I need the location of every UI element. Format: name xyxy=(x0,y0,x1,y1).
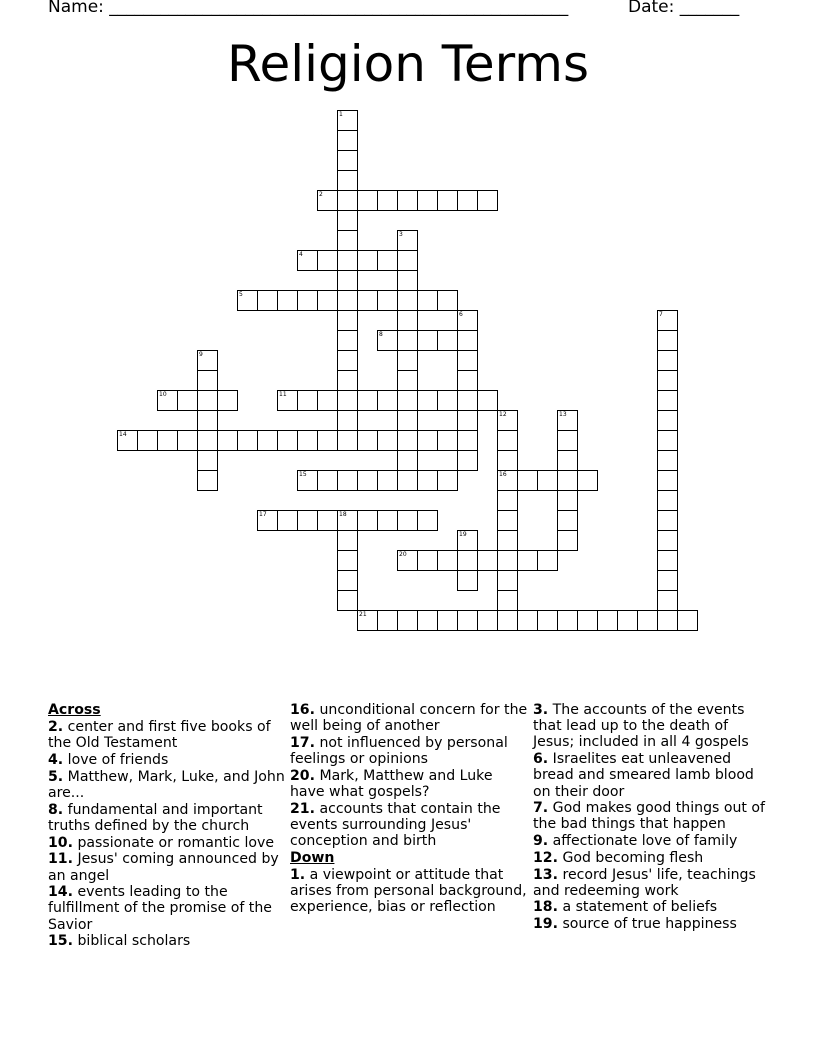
grid-cell[interactable] xyxy=(657,330,678,351)
clue-number-label: 14 xyxy=(119,431,127,438)
grid-cell[interactable] xyxy=(397,230,418,251)
grid-cell[interactable] xyxy=(377,430,398,451)
grid-cell[interactable] xyxy=(497,610,518,631)
clue-number: 21. xyxy=(290,800,315,817)
grid-cell[interactable] xyxy=(437,330,458,351)
clue-text: unconditional concern for the well being of another xyxy=(290,702,528,735)
grid-cell[interactable] xyxy=(497,590,518,611)
grid-cell[interactable] xyxy=(137,430,158,451)
clue-number-label: 6 xyxy=(459,311,463,318)
down-clue xyxy=(533,702,773,751)
grid-cell[interactable] xyxy=(337,230,358,251)
grid-cell[interactable] xyxy=(657,470,678,491)
grid-cell[interactable] xyxy=(457,370,478,391)
clue-number-label: 13 xyxy=(559,411,567,418)
down-clue xyxy=(533,833,773,849)
grid-cell[interactable] xyxy=(277,390,298,411)
grid-cell[interactable] xyxy=(657,530,678,551)
across-clue xyxy=(48,835,288,851)
grid-cell[interactable] xyxy=(177,390,198,411)
across-heading: Across xyxy=(48,702,101,718)
grid-cell[interactable] xyxy=(317,430,338,451)
across-clue xyxy=(48,719,288,751)
grid-cell[interactable] xyxy=(417,390,438,411)
grid-cell[interactable] xyxy=(297,390,318,411)
grid-cell[interactable] xyxy=(317,390,338,411)
grid-cell[interactable] xyxy=(457,390,478,411)
clue-number: 1. xyxy=(290,867,306,884)
across-clue xyxy=(290,801,530,850)
grid-cell[interactable] xyxy=(357,250,378,271)
grid-cell[interactable] xyxy=(197,470,218,491)
grid-cell[interactable] xyxy=(657,350,678,371)
grid-cell[interactable] xyxy=(357,390,378,411)
across-clue xyxy=(290,735,530,767)
grid-cell[interactable] xyxy=(277,290,298,311)
down-clue xyxy=(533,867,773,899)
grid-cell[interactable] xyxy=(417,430,438,451)
grid-cell[interactable] xyxy=(397,330,418,351)
grid-cell[interactable] xyxy=(337,330,358,351)
grid-cell[interactable] xyxy=(377,290,398,311)
grid-cell[interactable] xyxy=(197,410,218,431)
clue-number-label: 11 xyxy=(279,391,287,398)
grid-cell[interactable] xyxy=(197,450,218,471)
clue-number: 11. xyxy=(48,851,73,868)
grid-cell[interactable] xyxy=(337,410,358,431)
clue-number: 13. xyxy=(533,866,558,883)
grid-cell[interactable] xyxy=(497,570,518,591)
grid-cell[interactable] xyxy=(397,550,418,571)
clue-text: accounts that contain the events surrounding Jesus' conception and birth xyxy=(290,800,501,850)
grid-cell[interactable] xyxy=(457,530,478,551)
down-clue xyxy=(533,916,773,932)
clue-text: a viewpoint or attitude that arises from personal background, experience, bias or reflection xyxy=(290,867,527,916)
grid-cell[interactable] xyxy=(397,450,418,471)
grid-cell[interactable] xyxy=(397,370,418,391)
clue-text: center and first five books of the Old Testament xyxy=(48,719,271,752)
clue-text: The accounts of the events that lead up to the death of Jesus; included in all 4 gospels xyxy=(533,702,749,751)
grid-cell[interactable] xyxy=(477,610,498,631)
clue-number-label: 3 xyxy=(399,231,403,238)
grid-cell[interactable] xyxy=(657,590,678,611)
down-clue xyxy=(533,751,773,800)
grid-cell[interactable] xyxy=(337,370,358,391)
across-clue xyxy=(290,702,530,734)
grid-cell[interactable] xyxy=(257,430,278,451)
grid-cell[interactable] xyxy=(337,130,358,151)
grid-cell[interactable] xyxy=(337,590,358,611)
grid-cell[interactable] xyxy=(437,390,458,411)
grid-cell[interactable] xyxy=(417,610,438,631)
clue-number-label: 15 xyxy=(299,471,307,478)
grid-cell[interactable] xyxy=(437,470,458,491)
grid-cell[interactable] xyxy=(357,190,378,211)
grid-cell[interactable] xyxy=(657,450,678,471)
grid-cell[interactable] xyxy=(537,470,558,491)
clue-text: fundamental and important truths defined by the church xyxy=(48,801,263,834)
clue-column-1 xyxy=(48,702,288,950)
grid-cell[interactable] xyxy=(337,530,358,551)
grid-cell[interactable] xyxy=(277,430,298,451)
grid-cell[interactable] xyxy=(337,270,358,291)
grid-cell[interactable] xyxy=(657,430,678,451)
grid-cell[interactable] xyxy=(377,510,398,531)
clue-text: passionate or romantic love xyxy=(77,834,275,851)
grid-cell[interactable] xyxy=(457,430,478,451)
grid-cell[interactable] xyxy=(357,290,378,311)
grid-cell[interactable] xyxy=(357,610,378,631)
grid-cell[interactable] xyxy=(437,290,458,311)
grid-cell[interactable] xyxy=(437,550,458,571)
grid-cell[interactable] xyxy=(217,430,238,451)
grid-cell[interactable] xyxy=(457,570,478,591)
clue-number-label: 18 xyxy=(339,511,347,518)
clue-number: 6. xyxy=(533,751,549,768)
page-title: Religion Terms xyxy=(226,35,590,93)
clue-number-label: 5 xyxy=(239,291,243,298)
grid-cell[interactable] xyxy=(557,470,578,491)
grid-cell[interactable] xyxy=(197,390,218,411)
grid-cell[interactable] xyxy=(177,430,198,451)
grid-cell[interactable] xyxy=(657,370,678,391)
grid-cell[interactable] xyxy=(337,510,358,531)
grid-cell[interactable] xyxy=(337,290,358,311)
grid-cell[interactable] xyxy=(457,190,478,211)
grid-cell[interactable] xyxy=(497,450,518,471)
grid-cell[interactable] xyxy=(397,390,418,411)
grid-cell[interactable] xyxy=(657,570,678,591)
date-field-label[interactable]: Date: _______ xyxy=(628,0,740,17)
clue-number-label: 9 xyxy=(199,351,203,358)
grid-cell[interactable] xyxy=(337,210,358,231)
grid-cell[interactable] xyxy=(437,190,458,211)
grid-cell[interactable] xyxy=(477,550,498,571)
grid-cell[interactable] xyxy=(477,390,498,411)
clue-text: events leading to the fulfillment of the promise of the Savior xyxy=(48,884,272,933)
grid-cell[interactable] xyxy=(297,430,318,451)
across-clue xyxy=(48,802,288,834)
clue-text: God becoming flesh xyxy=(562,849,704,866)
grid-cell[interactable] xyxy=(337,390,358,411)
grid-cell[interactable] xyxy=(657,490,678,511)
down-clue xyxy=(533,899,773,915)
clue-number: 16. xyxy=(290,702,315,718)
grid-cell[interactable] xyxy=(337,350,358,371)
clue-number: 14. xyxy=(48,884,73,901)
clue-number: 18. xyxy=(533,899,558,916)
clue-number: 3. xyxy=(533,702,549,718)
grid-cell[interactable] xyxy=(657,410,678,431)
grid-cell[interactable] xyxy=(597,610,618,631)
grid-cell[interactable] xyxy=(377,470,398,491)
grid-cell[interactable] xyxy=(357,430,378,451)
clue-number: 19. xyxy=(533,916,558,933)
across-clue xyxy=(48,752,288,768)
grid-cell[interactable] xyxy=(397,190,418,211)
across-clue xyxy=(48,851,288,883)
grid-cell[interactable] xyxy=(517,470,538,491)
grid-cell[interactable] xyxy=(677,610,698,631)
grid-cell[interactable] xyxy=(417,190,438,211)
grid-cell[interactable] xyxy=(297,470,318,491)
clue-number-label: 1 xyxy=(339,111,343,118)
clue-number-label: 8 xyxy=(379,331,383,338)
grid-cell[interactable] xyxy=(217,390,238,411)
grid-cell[interactable] xyxy=(377,390,398,411)
clue-number: 5. xyxy=(48,768,64,785)
grid-cell[interactable] xyxy=(557,530,578,551)
grid-cell[interactable] xyxy=(257,290,278,311)
grid-cell[interactable] xyxy=(517,550,538,571)
grid-cell[interactable] xyxy=(377,610,398,631)
grid-cell[interactable] xyxy=(417,550,438,571)
grid-cell[interactable] xyxy=(557,610,578,631)
grid-cell[interactable] xyxy=(657,510,678,531)
grid-cell[interactable] xyxy=(357,510,378,531)
clue-text: affectionate love of family xyxy=(552,833,738,850)
clue-text: not influenced by personal feelings or opinions xyxy=(290,734,508,768)
grid-cell[interactable] xyxy=(497,470,518,491)
grid-cell[interactable] xyxy=(457,330,478,351)
clue-text: Mark, Matthew and Luke have what gospels? xyxy=(290,767,493,801)
grid-cell[interactable] xyxy=(617,610,638,631)
clue-number: 7. xyxy=(533,800,549,817)
clue-number-label: 16 xyxy=(499,471,507,478)
across-clue xyxy=(48,769,288,801)
clue-number-label: 20 xyxy=(399,551,407,558)
grid-cell[interactable] xyxy=(657,610,678,631)
grid-cell[interactable] xyxy=(317,250,338,271)
grid-cell[interactable] xyxy=(317,290,338,311)
grid-cell[interactable] xyxy=(457,310,478,331)
grid-cell[interactable] xyxy=(297,290,318,311)
clue-column-3 xyxy=(533,702,773,933)
grid-cell[interactable] xyxy=(337,310,358,331)
clue-number-label: 12 xyxy=(499,411,507,418)
grid-cell[interactable] xyxy=(557,450,578,471)
grid-cell[interactable] xyxy=(197,430,218,451)
grid-cell[interactable] xyxy=(437,430,458,451)
clue-column-2 xyxy=(290,702,530,916)
clue-number-label: 19 xyxy=(459,531,467,538)
grid-cell[interactable] xyxy=(497,530,518,551)
grid-cell[interactable] xyxy=(397,510,418,531)
grid-cell[interactable] xyxy=(157,430,178,451)
grid-cell[interactable] xyxy=(317,190,338,211)
grid-cell[interactable] xyxy=(417,290,438,311)
grid-cell[interactable] xyxy=(497,410,518,431)
grid-cell[interactable] xyxy=(397,470,418,491)
grid-cell[interactable] xyxy=(557,410,578,431)
grid-cell[interactable] xyxy=(657,310,678,331)
grid-cell[interactable] xyxy=(337,250,358,271)
grid-cell[interactable] xyxy=(337,430,358,451)
grid-cell[interactable] xyxy=(377,250,398,271)
grid-cell[interactable] xyxy=(557,430,578,451)
grid-cell[interactable] xyxy=(637,610,658,631)
grid-cell[interactable] xyxy=(557,490,578,511)
grid-cell[interactable] xyxy=(337,570,358,591)
grid-cell[interactable] xyxy=(397,430,418,451)
clue-number: 8. xyxy=(48,801,64,818)
clue-number-label: 7 xyxy=(659,311,663,318)
grid-cell[interactable] xyxy=(397,350,418,371)
grid-cell[interactable] xyxy=(337,470,358,491)
grid-cell[interactable] xyxy=(317,470,338,491)
grid-cell[interactable] xyxy=(417,330,438,351)
grid-cell[interactable] xyxy=(257,510,278,531)
grid-cell[interactable] xyxy=(297,510,318,531)
grid-cell[interactable] xyxy=(397,270,418,291)
clue-text: Matthew, Mark, Luke, and John are... xyxy=(48,768,285,802)
clue-number-label: 4 xyxy=(299,251,303,258)
clue-number-label: 10 xyxy=(159,391,167,398)
clue-text: Jesus' coming announced by an angel xyxy=(48,851,279,884)
clue-number: 17. xyxy=(290,734,315,751)
grid-cell[interactable] xyxy=(337,110,358,131)
grid-cell[interactable] xyxy=(337,150,358,171)
clue-number: 9. xyxy=(533,833,549,850)
across-clue xyxy=(290,768,530,800)
grid-cell[interactable] xyxy=(337,190,358,211)
clue-text: source of true happiness xyxy=(562,916,737,933)
grid-cell[interactable] xyxy=(397,610,418,631)
grid-cell[interactable] xyxy=(117,430,138,451)
grid-cell[interactable] xyxy=(417,470,438,491)
across-clue xyxy=(48,933,288,949)
grid-cell[interactable] xyxy=(497,490,518,511)
grid-cell[interactable] xyxy=(317,510,338,531)
grid-cell[interactable] xyxy=(197,370,218,391)
grid-cell[interactable] xyxy=(457,550,478,571)
clue-number: 4. xyxy=(48,752,64,769)
grid-cell[interactable] xyxy=(477,190,498,211)
grid-cell[interactable] xyxy=(237,290,258,311)
clue-text: Israelites eat unleavened bread and smeared lamb blood on their door xyxy=(533,751,754,800)
grid-cell[interactable] xyxy=(577,470,598,491)
grid-cell[interactable] xyxy=(457,410,478,431)
grid-cell[interactable] xyxy=(337,170,358,191)
grid-cell[interactable] xyxy=(557,510,578,531)
clue-number: 10. xyxy=(48,834,73,851)
clue-number: 12. xyxy=(533,849,558,866)
grid-cell[interactable] xyxy=(657,390,678,411)
grid-cell[interactable] xyxy=(457,450,478,471)
grid-cell[interactable] xyxy=(337,550,358,571)
grid-cell[interactable] xyxy=(397,250,418,271)
grid-cell[interactable] xyxy=(377,190,398,211)
clue-number-label: 2 xyxy=(319,191,323,198)
grid-cell[interactable] xyxy=(657,550,678,571)
clue-text: record Jesus' life, teachings and redeeming work xyxy=(533,866,756,899)
grid-cell[interactable] xyxy=(397,310,418,331)
name-field-label[interactable]: Name: ______________________________________________________ xyxy=(48,0,569,17)
grid-cell[interactable] xyxy=(197,350,218,371)
grid-cell[interactable] xyxy=(437,610,458,631)
clue-number: 2. xyxy=(48,719,64,736)
grid-cell[interactable] xyxy=(277,510,298,531)
grid-cell[interactable] xyxy=(397,410,418,431)
grid-cell[interactable] xyxy=(497,430,518,451)
grid-cell[interactable] xyxy=(357,470,378,491)
down-clue xyxy=(533,800,773,832)
down-heading: Down xyxy=(290,849,335,866)
grid-cell[interactable] xyxy=(157,390,178,411)
grid-cell[interactable] xyxy=(537,550,558,571)
grid-cell[interactable] xyxy=(517,610,538,631)
grid-cell[interactable] xyxy=(297,250,318,271)
across-clue xyxy=(48,884,288,933)
grid-cell[interactable] xyxy=(537,610,558,631)
grid-cell[interactable] xyxy=(237,430,258,451)
clue-text: love of friends xyxy=(67,752,169,769)
clue-text: a statement of beliefs xyxy=(562,899,718,916)
clue-number: 20. xyxy=(290,767,315,784)
grid-cell[interactable] xyxy=(457,350,478,371)
clue-text: God makes good things out of the bad things that happen xyxy=(533,800,765,833)
grid-cell[interactable] xyxy=(457,610,478,631)
grid-cell[interactable] xyxy=(377,330,398,351)
down-clue xyxy=(533,850,773,866)
down-clue xyxy=(290,867,530,916)
grid-cell[interactable] xyxy=(417,510,438,531)
clue-number: 15. xyxy=(48,933,73,950)
grid-cell[interactable] xyxy=(497,510,518,531)
grid-cell[interactable] xyxy=(577,610,598,631)
clue-number-label: 17 xyxy=(259,511,267,518)
clue-number-label: 21 xyxy=(359,611,367,618)
clue-text: biblical scholars xyxy=(77,933,191,950)
grid-cell[interactable] xyxy=(397,290,418,311)
grid-cell[interactable] xyxy=(497,550,518,571)
